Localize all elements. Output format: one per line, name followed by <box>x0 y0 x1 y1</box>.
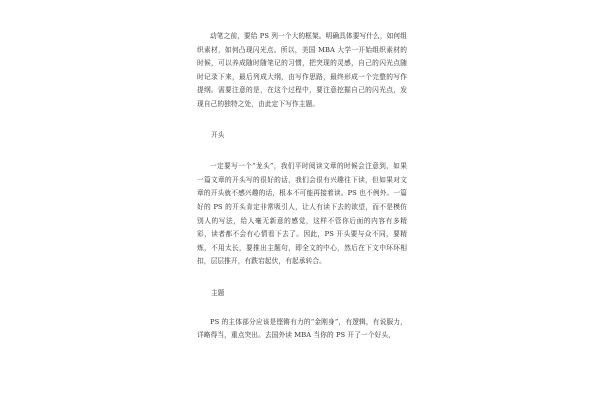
document-body <box>197 30 407 343</box>
spacer <box>197 301 407 316</box>
spacer <box>197 112 407 129</box>
spacer <box>197 269 407 287</box>
section-heading-opening: 开头 <box>211 130 225 139</box>
paragraph-framework: 动笔之前，要给 PS 列一个大的框架。明确具体要写什么，如何组织素材，如何凸现闪光点。所以，美国 MBA 大学一开始组织素材的时候，可以养成随时随笔记的习惯，把突现的灵感，自己的闪光点随时记录下来，最后列成大纲，由写作思路，最终形成一个完整的写作提纲。需要注意的是，在这个过程中，要注意挖掘自己的闪光点，发现自己的独特之处，由此定下写作主题。 <box>197 32 407 108</box>
spacer <box>197 142 407 160</box>
paragraph-theme: PS 的主体部分应该是铿锵有力的“金刚身”，有逻辑，有说服力，详略得当，重点突出。去国外读 MBA 当你的 PS 开了一个好头， <box>197 317 407 340</box>
section-heading-theme: 主题 <box>211 288 225 297</box>
paragraph-opening: 一定要写一个“龙头”，我们平时阅读文章的时候会注意到，如果一篇文章的开头写的很好的话，我们会很有兴趣往下读，但如果对文章的开头就不感兴趣的话，根本不可能再接着读。PS 也不例外。一篇好的 PS 的开头肯定非常吸引人，让人有读下去的欲望，而不是模仿别人的写法，给人毫无新意的感觉，这样不管你后面的内容有多精彩，读者都不会有心情看下去了。因此，PS 开头要与众不同，要精炼，不用太长，要推出主题句，即全文的中心，然后在下文中环环相扣，层层推开，有跌宕起伏，有起承转合。 <box>197 162 407 266</box>
